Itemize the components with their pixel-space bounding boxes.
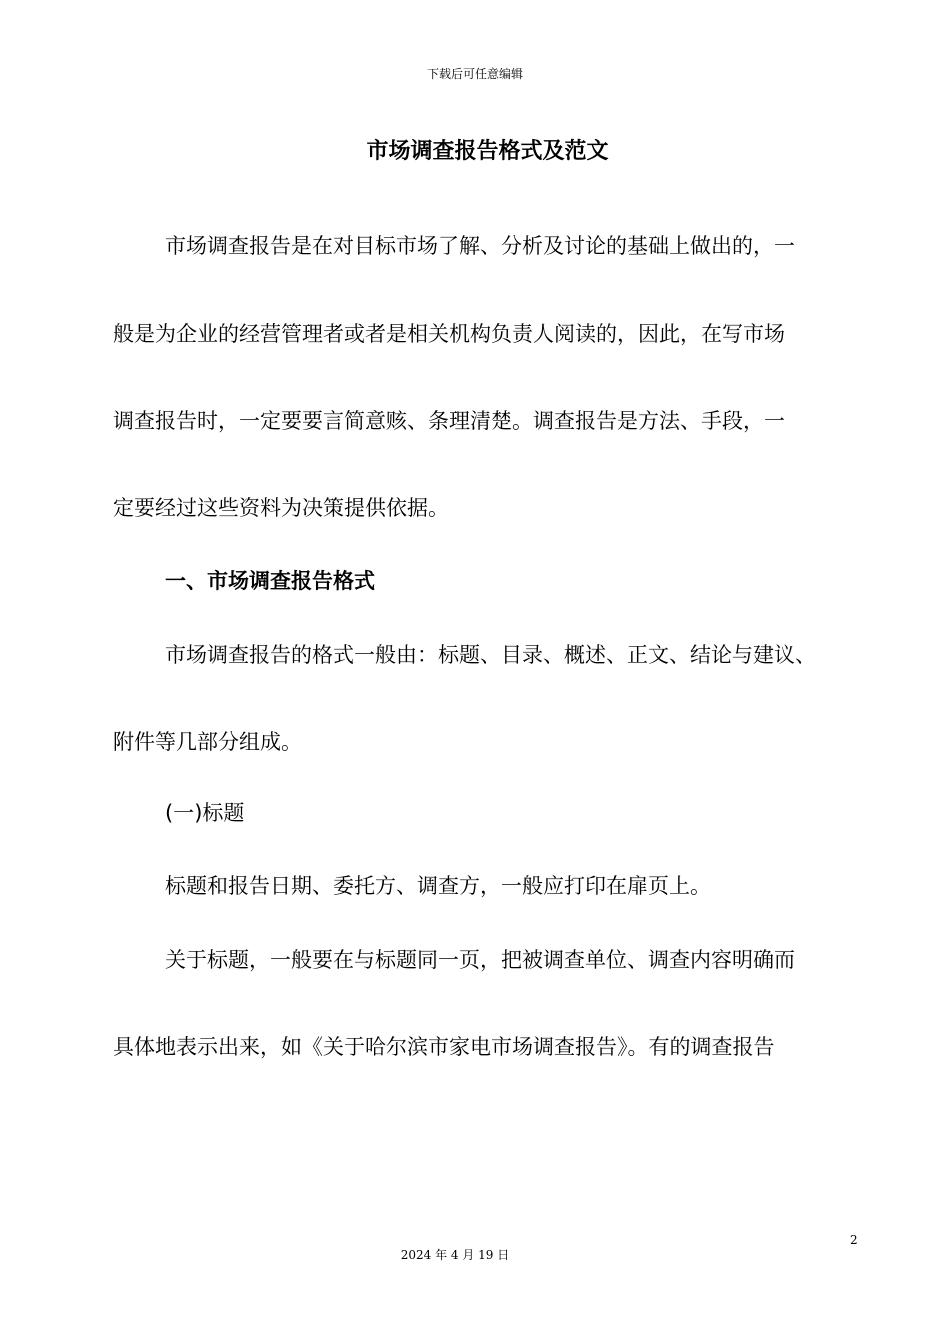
document-title: 市场调查报告格式及范文 <box>366 139 609 164</box>
header-note: 下载后可任意编辑 <box>426 67 523 81</box>
footer-date: 2024 年 4 月 19 日 <box>400 1248 510 1262</box>
section-heading: 一、市场调查报告格式 <box>165 569 375 593</box>
paragraph-line: 附件等几部分组成。 <box>113 730 302 754</box>
subsection-heading: (一)标题 <box>165 801 245 825</box>
paragraph-line: 市场调查报告是在对目标市场了解、分析及讨论的基础上做出的，一 <box>165 234 795 258</box>
paragraph-line: 般是为企业的经营管理者或者是相关机构负责人阅读的，因此，在写市场 <box>113 322 785 346</box>
paragraph-line: 标题和报告日期、委托方、调查方，一般应打印在扉页上。 <box>165 874 711 898</box>
paragraph-line: 调查报告时，一定要要言简意赅、条理清楚。调查报告是方法、手段，一 <box>113 409 785 433</box>
page-number: 2 <box>850 1233 858 1247</box>
paragraph-line: 市场调查报告的格式一般由：标题、目录、概述、正文、结论与建议、 <box>165 643 816 667</box>
paragraph-line: 关于标题，一般要在与标题同一页，把被调查单位、调查内容明确而 <box>165 948 795 972</box>
paragraph-line: 定要经过这些资料为决策提供依据。 <box>113 496 449 520</box>
paragraph-line: 具体地表示出来，如《关于哈尔滨市家电市场调查报告》。有的调查报告 <box>113 1035 775 1059</box>
